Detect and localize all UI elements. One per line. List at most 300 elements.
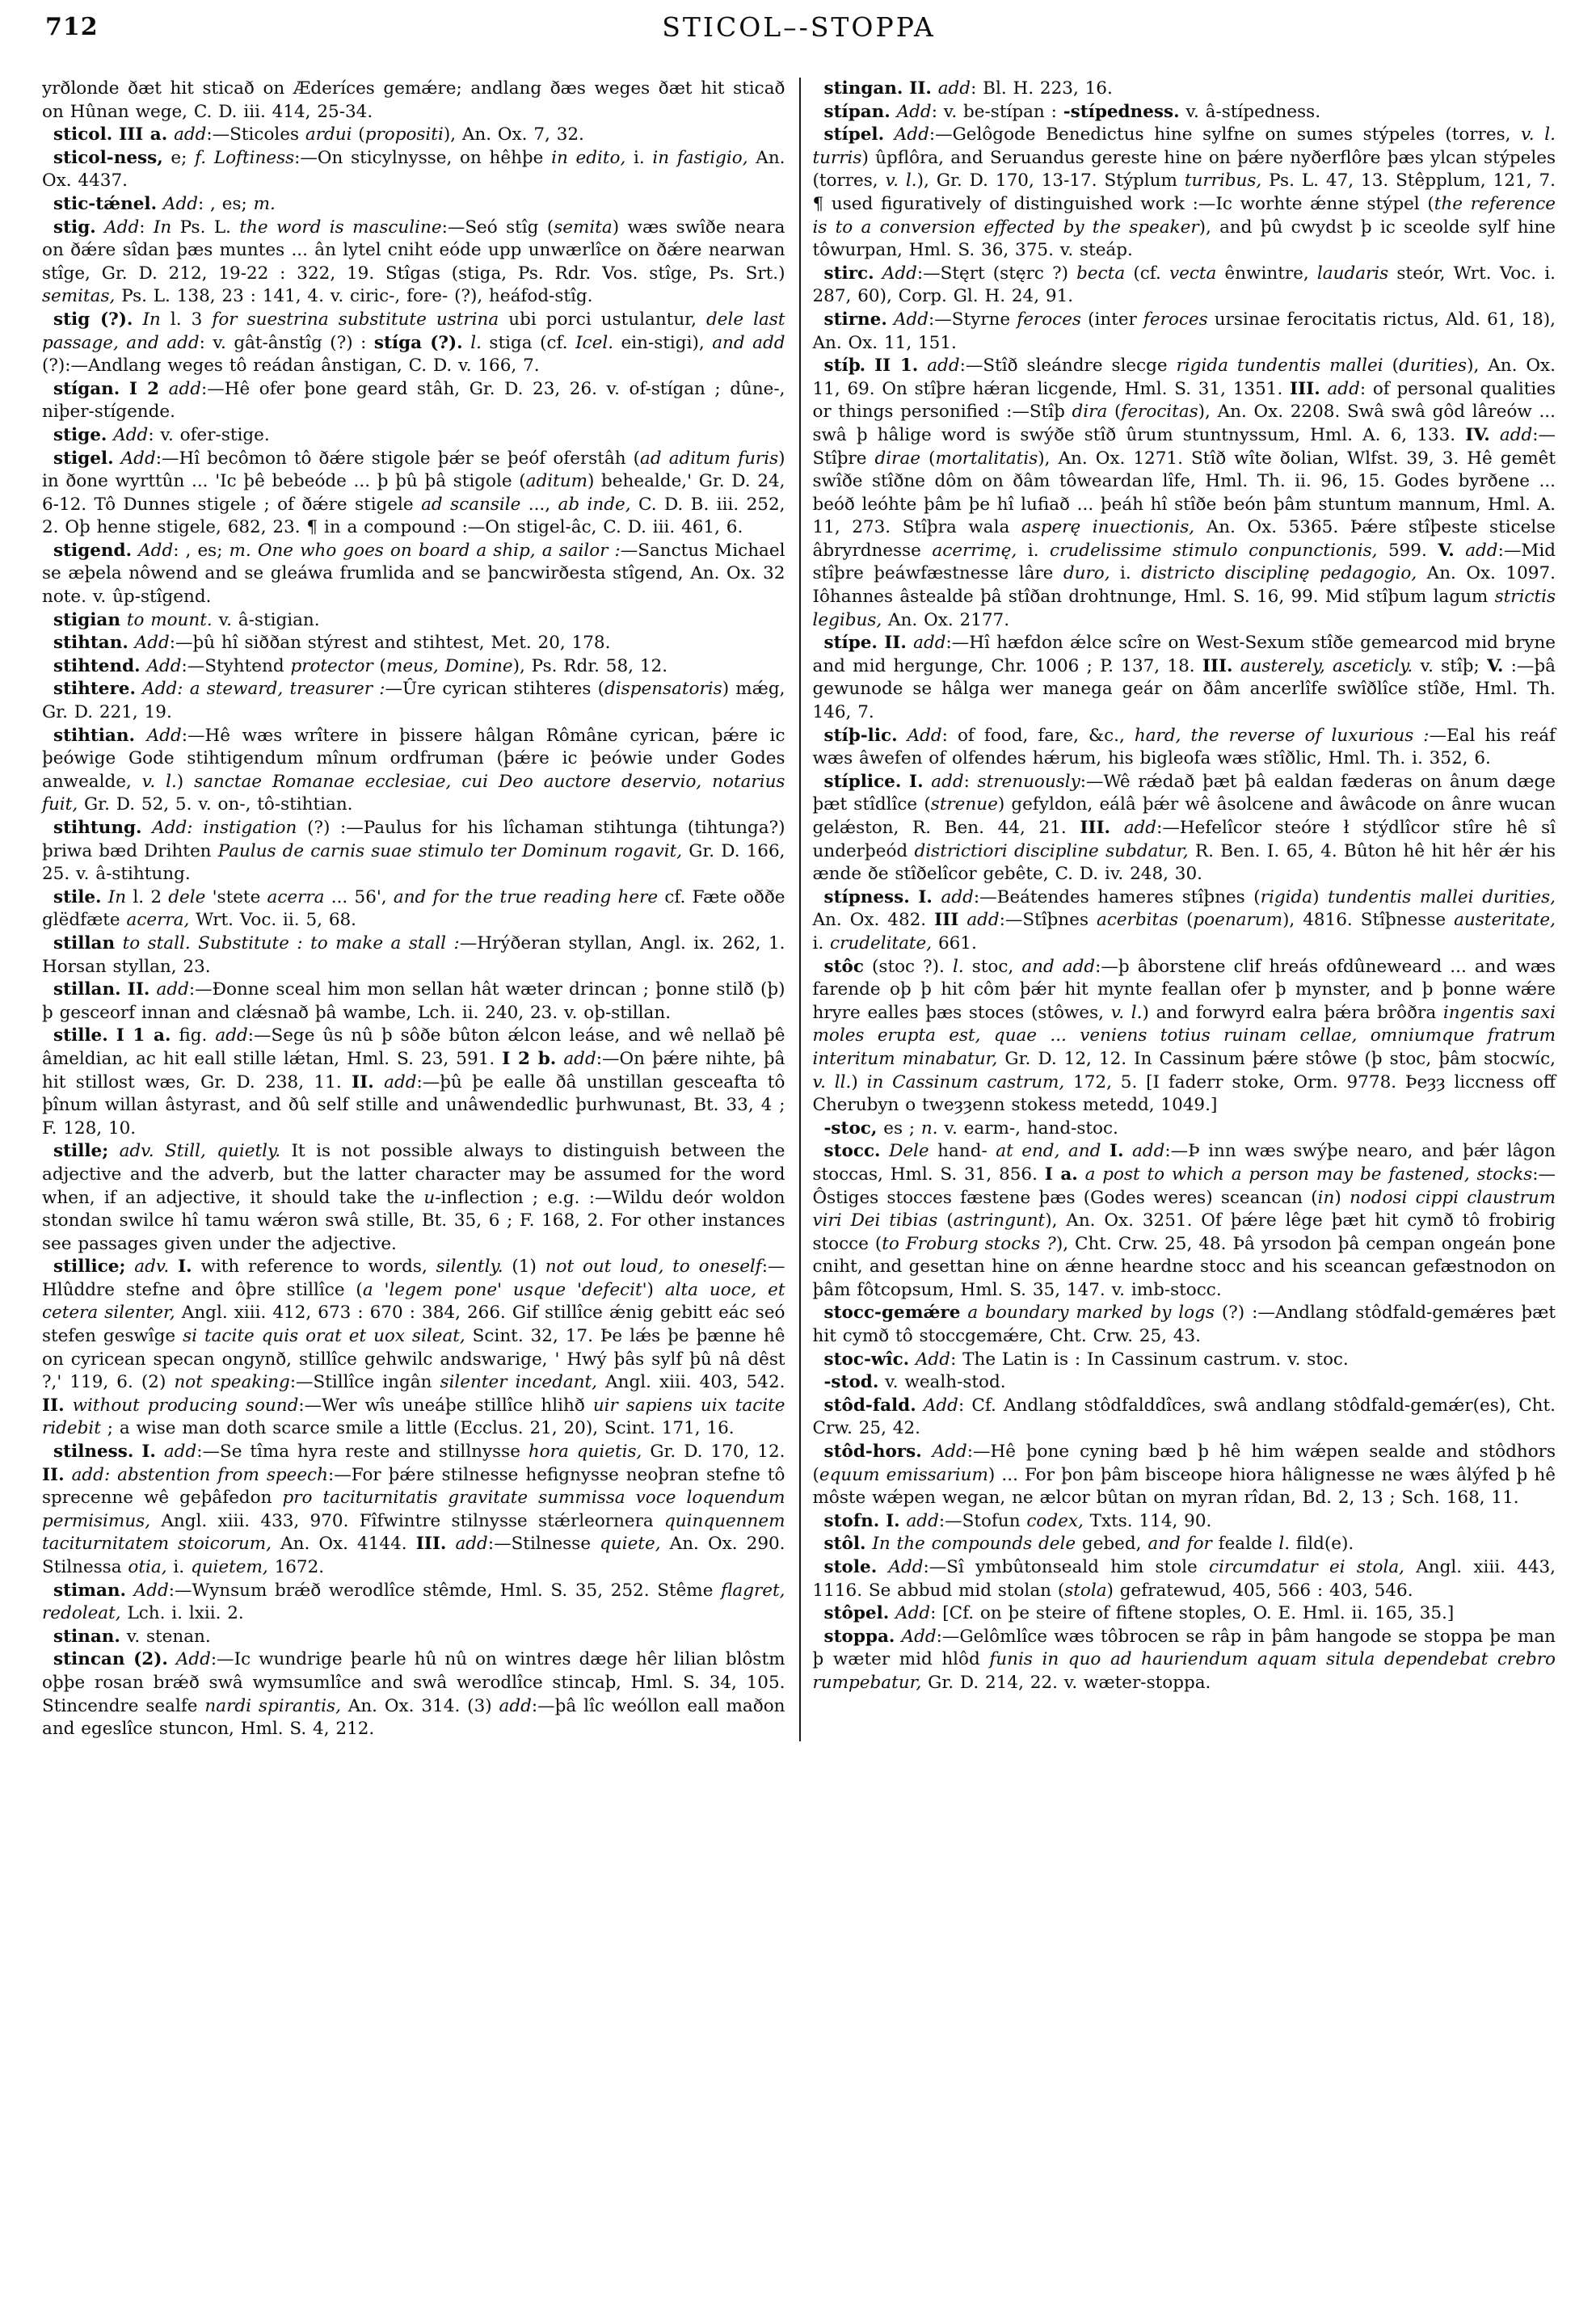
headword-or-section: stingan.	[823, 78, 903, 99]
text-segment	[112, 124, 119, 145]
text-segment: ) gefyldon, eálâ þǽr wê âsolcene and âwâcode on ânre wucan gelǽston, R. Ben. 44, 21.	[812, 794, 1556, 838]
text-segment: :—On sticylnysse, on hêhþe	[294, 147, 552, 168]
text-segment	[191, 933, 198, 953]
italic-segment: hora quietis,	[528, 1442, 642, 1463]
dictionary-entry	[42, 632, 785, 655]
text-segment: :	[963, 771, 978, 792]
italic-segment: at end, and	[996, 1141, 1101, 1162]
dictionary-entry	[42, 448, 785, 540]
italic-segment: add	[215, 1025, 248, 1046]
italic-segment: a post to which a person may be fastened, stocks	[1084, 1164, 1533, 1185]
headword-or-section: I.	[909, 771, 924, 792]
dictionary-entry	[813, 1302, 1556, 1348]
italic-segment: dele last passage, and add	[42, 309, 785, 353]
italic-segment: n.	[920, 1118, 938, 1139]
italic-segment: Substitute : to make a stall :	[198, 932, 460, 953]
text-segment: :—Stîþnes	[999, 910, 1097, 931]
headword-or-section: stihtung.	[53, 818, 142, 838]
italic-segment: the reference is to a conversion effected by the speaker	[812, 193, 1556, 238]
text-segment: :—Wer wîs uneáþe stillîce hlihð	[298, 1395, 593, 1416]
italic-segment: acerra	[267, 886, 325, 907]
italic-segment: dira	[1072, 402, 1108, 423]
dictionary-entry	[42, 1441, 785, 1580]
text-segment: :—Ic wundrige þearle hû nû on wintres dæge hêr lilian blôstm oþþe rosan brǽð swâ wymsumlîce and swâ werodlîce stincaþ, Hml. S. 34, 105. Stincendre sealfe	[42, 1649, 785, 1716]
italic-segment: semitas,	[42, 286, 116, 307]
italic-segment: quiete,	[600, 1534, 661, 1555]
italic-segment: v. l.	[885, 170, 917, 192]
italic-segment: m.	[229, 540, 251, 561]
headword-or-section: stocc-gemǽre	[823, 1303, 961, 1324]
headword-or-section: III.	[1290, 378, 1320, 399]
italic-segment: crudelitate,	[830, 932, 933, 953]
italic-segment: nardi spirantis,	[204, 1695, 341, 1716]
text-segment: Ps. L. 138, 23 : 141, 4. v. ciric-, fore- (?), heáfod-stîg.	[115, 286, 593, 307]
text-segment: Angl. xiii. 443, 1116. Se abbud mid stolan (	[812, 1557, 1556, 1601]
italic-segment: a 'legem pone' usque 'defecit'	[362, 1279, 647, 1300]
italic-segment: f.	[195, 147, 207, 168]
headword-or-section: V.	[1438, 540, 1455, 561]
text-segment: :—Hê þone cyning bæd þ hê him wǽpen sealde and stôdhors (	[812, 1442, 1556, 1485]
dictionary-entry	[813, 1441, 1556, 1510]
headword-or-section: II.	[884, 633, 907, 654]
italic-segment: Add	[134, 633, 170, 654]
text-segment	[879, 1511, 886, 1531]
dictionary-entry	[42, 1648, 785, 1741]
text-segment: l. 2	[126, 886, 169, 907]
text-segment	[120, 379, 129, 399]
text-columns	[42, 78, 1556, 1741]
text-segment	[918, 356, 927, 376]
text-segment: :—Stofun	[938, 1510, 1027, 1531]
text-segment	[120, 610, 127, 630]
dictionary-entry	[42, 678, 785, 724]
italic-segment: ingentis saxi moles erupta est, quae ... veniens totius ruinam cellae, omniumque fratrum interitum minabatur,	[812, 1002, 1556, 1069]
text-segment: stoc,	[963, 956, 1022, 977]
dictionary-entry	[42, 1256, 785, 1441]
italic-segment: add	[1123, 818, 1157, 838]
text-segment	[169, 1257, 178, 1277]
italic-segment: rigida	[1260, 886, 1313, 907]
italic-segment: add	[174, 124, 207, 145]
dictionary-entry	[42, 124, 785, 147]
text-segment: cf. Fæte oððe glëdfæte	[42, 886, 785, 931]
headword-or-section: II.	[42, 1395, 65, 1416]
text-segment: Gr. D. 12, 12. In Cassinum þǽre stôwe (þ stoc, þâm stocwíc,	[997, 1048, 1556, 1069]
text-segment: An. Ox. 1097. Iôhannes âstealde þâ stîðan drohtnunge, Hml. S. 16, 99. Mid stîþum lagum	[812, 563, 1556, 608]
text-segment: steór, Wrt. Voc. i. 287, 60), Corp. Gl. H. 24, 91.	[812, 263, 1556, 307]
headword-or-section: stigend.	[53, 540, 133, 561]
italic-segment: m.	[253, 193, 276, 214]
headword-or-section: stôd-hors.	[823, 1442, 922, 1463]
text-segment: :—þ âborstene clif hreás ofdûneweard ... and wæs farende oþ þ hit côm þǽr hit mynte feallan ofer þ mynster, and þ þonne wǽre hryre ealles þæs stoces (stôwes,	[812, 956, 1556, 1023]
page-header	[42, 11, 1556, 57]
text-segment: :—For þǽre stilnesse hefignysse neoþran stefne tô sprecenne wê geþâfedon	[42, 1464, 785, 1509]
column-divider	[799, 78, 801, 1741]
italic-segment: poenarum	[1193, 910, 1282, 931]
text-segment: :—Seó stîg (	[441, 217, 554, 238]
text-segment: v. â-stípedness.	[1179, 101, 1321, 122]
headword-or-section: stig (?).	[53, 309, 133, 330]
text-segment: (	[1178, 910, 1194, 931]
italic-segment: and for	[1148, 1534, 1212, 1555]
text-segment: ) mǽg, Gr. D. 221, 19.	[42, 679, 785, 723]
text-segment	[251, 541, 258, 561]
headword-or-section: stillice;	[53, 1257, 126, 1278]
italic-segment: Add	[113, 424, 149, 445]
headword-or-section: II.	[352, 1071, 374, 1092]
text-segment	[135, 726, 147, 746]
text-segment: :—þû hî siððan stýrest and stihtest, Met. 20, 178.	[169, 633, 611, 654]
headword-or-section: stôc	[823, 956, 864, 977]
dictionary-entry	[813, 309, 1556, 355]
italic-segment: flagret, redoleat,	[42, 1580, 785, 1624]
text-segment: ), 4816. Stîþnesse	[1282, 910, 1455, 931]
headword-or-section: sticol-ness,	[53, 147, 163, 168]
text-segment: ein-stigi),	[613, 332, 713, 353]
text-segment: i.	[625, 147, 653, 168]
italic-segment: add	[937, 78, 971, 99]
italic-segment: acerbitas	[1097, 910, 1179, 931]
italic-segment: add	[499, 1695, 532, 1716]
italic-segment: ardui	[305, 124, 352, 145]
headword-or-section: stille.	[53, 1025, 108, 1046]
text-segment: ênwintre,	[1216, 263, 1317, 284]
italic-segment: becta	[1076, 263, 1126, 284]
italic-segment: Add	[894, 124, 929, 145]
dictionary-entry	[813, 1626, 1556, 1695]
text-segment	[901, 772, 909, 792]
dictionary-entry	[813, 78, 1556, 101]
headword-or-section: stillan.	[53, 979, 121, 1000]
text-segment: :—þâ gewunode se hâlga wer manega geár on ðâm ancerlîfe swîðlîce stîðe, Hml. Th. 146, 7.	[812, 655, 1556, 723]
text-segment	[446, 1534, 455, 1554]
text-segment: :—Hî hæfdon ǽlce scîre on West-Sexum stîðe gemearcod mid bryne and mid hergunge, Chr. 1006 ; P. 137, 18.	[812, 633, 1556, 676]
headword-or-section: stípness.	[823, 886, 910, 907]
text-segment: C. D. B. iii. 252, 2. Oþ henne stigele, 682, 23. ¶ in a compound :—On stigel-âc, C. D. iii. 461, 6.	[42, 494, 785, 538]
text-segment: :—Gelômlîce wæs tôbrocen se râp in þâm hangode se stoppa þe man þ wæter mid hlôd	[812, 1626, 1556, 1670]
text-segment: : , es;	[173, 540, 230, 561]
headword-or-section: stígan.	[53, 378, 120, 399]
text-segment: 'stete	[205, 886, 267, 907]
text-segment	[556, 1049, 563, 1069]
dictionary-entry	[42, 1025, 785, 1140]
headword-or-section: II.	[127, 979, 150, 1000]
headword-or-section: -stípedness.	[1063, 101, 1180, 122]
headword-or-section: -stod.	[823, 1372, 879, 1393]
text-segment	[1078, 1164, 1085, 1185]
column-left	[42, 78, 785, 1741]
italic-segment: Add: a steward, treasurer :	[142, 679, 385, 700]
text-segment: ), An. Ox. 2208. Swâ swâ gôd lâreów ... swâ þ hâlige word is swýðe stîð ûrum stuntnyssum, Hml. A. 6, 133.	[812, 402, 1556, 445]
text-segment	[108, 1141, 119, 1161]
italic-segment: Add	[133, 1580, 169, 1601]
headword-or-section: stôpel.	[823, 1603, 890, 1624]
dictionary-entry	[813, 1118, 1556, 1141]
text-segment: : [Cf. on þe steire of fiftene stoples, O. E. Hml. ii. 165, 35.]	[930, 1603, 1455, 1624]
italic-segment: semita	[554, 217, 613, 238]
text-segment: (	[920, 448, 936, 469]
italic-segment: not speaking	[174, 1372, 290, 1393]
italic-segment: l.	[952, 956, 964, 977]
text-segment: :—Gelôgode Benedictus hine sylfne on sumes stýpeles (torres,	[929, 124, 1522, 145]
headword-or-section: III.	[415, 1534, 447, 1555]
text-segment	[874, 263, 882, 284]
text-segment: Angl. xiii. 412, 673 : 670 : 384, 266. Gif stillîce ǽnig gebitt eác seó stefen geswîge	[42, 1303, 785, 1347]
italic-segment: add	[163, 1442, 197, 1463]
italic-segment: duro,	[1063, 563, 1110, 584]
text-segment: fig.	[171, 1025, 216, 1046]
text-segment	[933, 887, 941, 907]
text-segment: ...,	[520, 494, 558, 515]
italic-segment: add	[1327, 378, 1360, 399]
text-segment: : Cf. Andlang stôdfalddîces, swâ andlang stôdfald-gemǽr(es), Cht. Crw. 25, 42.	[812, 1395, 1556, 1439]
dictionary-entry	[42, 979, 785, 1025]
text-segment	[865, 356, 874, 376]
italic-segment: One who goes on board a ship, a sailor :	[257, 540, 621, 561]
text-segment: :—Mid stîþre þeáwfæstnesse lâre	[812, 540, 1556, 584]
text-segment: ) ... For þon þâm bisceope hiora hâlignesse ne wæs âlýfed þ hê môste wǽpen wegan, ne ælcor bûtan on myran rîdan, Bd. 2, 13 ; Sch. 168, 11.	[812, 1464, 1556, 1509]
text-segment: gebed,	[1076, 1534, 1148, 1555]
italic-segment: not out loud, to oneself	[545, 1257, 762, 1278]
italic-segment: nodosi cippi claustrum viri Dei tibias	[812, 1187, 1556, 1231]
italic-segment: and add	[712, 332, 785, 353]
dictionary-entry	[42, 655, 785, 679]
text-segment	[114, 448, 121, 469]
text-segment: (stoc ?).	[863, 956, 953, 977]
text-segment: ), and þû cwydst þ ic sceolde sylf hine tôwurpan, Hml. S. 36, 375. v. steáp.	[812, 217, 1556, 261]
italic-segment: turribus,	[1184, 170, 1262, 192]
text-segment: : of personal qualities or things personified :—Stîþ	[812, 378, 1556, 423]
text-segment: )	[176, 771, 195, 792]
text-segment: (?) :—Paulus for his lîchaman stihtunga (tihtunga?) þriwa bæd Drihten	[42, 818, 785, 861]
text-segment: (cf.	[1125, 263, 1169, 284]
italic-segment: acerra,	[126, 910, 190, 931]
text-segment: R. Ben. I. 65, 4. Bûton hê hit hêr ǽr his ænde ðe stîðelîcor gebête, C. D. iv. 248, 30.	[812, 840, 1556, 885]
text-segment: ), Gr. D. 170, 13-17. Stýplum	[916, 170, 1185, 192]
text-segment: : Bl. H. 223, 16.	[971, 78, 1113, 99]
dictionary-entry	[42, 609, 785, 633]
text-segment: (?):—Andlang weges tô reádan ânstigan, C. D. v. 166, 7.	[42, 356, 540, 377]
italic-segment: add	[913, 633, 946, 654]
italic-segment: laudaris	[1316, 263, 1389, 284]
dictionary-entry	[42, 540, 785, 609]
headword-or-section: stincan (2).	[53, 1649, 168, 1670]
headword-or-section: I.	[918, 886, 933, 907]
text-segment: Ps. L. 47, 13. Stêpplum, 121, 7. ¶ used figuratively of distinguished work :—Ic worhte ǽnne stýpel (	[812, 170, 1556, 214]
headword-or-section: III	[934, 910, 959, 931]
italic-segment: for suestrina substitute ustrina	[212, 309, 499, 330]
headword-or-section: I.	[1109, 1141, 1124, 1162]
text-segment: :—Stîþre	[812, 424, 1556, 469]
text-segment: : v. be-stípan :	[931, 101, 1063, 122]
text-segment: :—Hlûddre stefne and ôþre stillîce (	[42, 1257, 785, 1300]
italic-segment: Icel.	[575, 332, 614, 353]
italic-segment: equum emissarium	[819, 1464, 988, 1485]
headword-or-section: stíþ.	[823, 356, 866, 377]
headword-or-section: stille;	[53, 1141, 109, 1162]
text-segment: :—Wê rǽdað þæt þâ ealdan fæderas on ânum dæge þæt stîdlîce (	[812, 771, 1556, 815]
text-segment: —Hrýðeran styllan, Angl. ix. 262, 1. Horsan styllan, 23.	[42, 932, 785, 977]
text-segment	[133, 309, 142, 330]
text-segment: ), Ps. Rdr. 58, 12.	[512, 655, 668, 676]
headword-or-section: stoppa.	[823, 1626, 895, 1647]
text-segment: )	[1312, 886, 1329, 907]
dictionary-entry	[813, 1533, 1556, 1556]
text-segment	[156, 1442, 164, 1462]
headword-or-section: I 1 a.	[116, 1025, 171, 1046]
text-segment: An. Ox. 482.	[812, 910, 935, 931]
text-segment: :—Ðonne sceal him mon sellan hât wæter drincan ; þonne stilð (þ) þ gesceorf innan and clǽsnað þâ wambe, Lch. ii. 240, 23. v. oþ-stillan.	[42, 979, 785, 1023]
dictionary-entry	[813, 1602, 1556, 1626]
italic-segment: Paulus de carnis suae stimulo ter Dominum rogavit,	[217, 840, 683, 861]
italic-segment: Add	[916, 1349, 951, 1370]
italic-segment: add	[1465, 540, 1498, 561]
text-segment	[889, 1603, 895, 1623]
text-segment: (1)	[503, 1257, 545, 1278]
text-segment	[128, 633, 135, 653]
italic-segment: add	[384, 1071, 417, 1092]
italic-segment: in edito,	[551, 147, 626, 168]
dictionary-entry	[813, 124, 1556, 263]
text-segment	[149, 979, 156, 1000]
text-segment	[1455, 541, 1465, 561]
headword-or-section: sticol.	[53, 124, 113, 145]
italic-segment: v. l. turris	[812, 124, 1556, 168]
text-segment: : v. gât-ânstîg (?) :	[199, 332, 374, 353]
text-segment: ) wæs swîðe neara on ðǽre sîdan þæs muntes ... ân lytel cniht eóde upp unwærlîce on ðǽre nearwan stîge, Gr. D. 212, 19-22 : 322, 19. Stîgas (stiga, Ps. Rdr. Vos. stîge, Ps. Srt.)	[42, 217, 785, 284]
text-segment	[958, 910, 966, 930]
italic-segment: and add	[1021, 956, 1096, 977]
text-segment	[374, 1072, 384, 1092]
italic-segment: Add	[104, 217, 140, 238]
text-segment: :—Sticoles	[206, 124, 305, 145]
text-segment: :—Hê ofer þone geard stâh, Gr. D. 23, 26. v. of-stígan ; dûne-, niþer-stígende.	[42, 378, 785, 423]
text-segment	[878, 633, 884, 653]
text-segment	[909, 1349, 916, 1370]
text-segment	[924, 772, 932, 792]
italic-segment: Add	[138, 540, 174, 561]
text-segment: ) and forwyrd ealra þǽra brôðra	[1142, 1002, 1443, 1023]
text-segment: ubi porci ustulantur,	[499, 309, 706, 330]
text-segment: (	[352, 124, 365, 145]
text-segment: Ps. L.	[171, 217, 240, 238]
text-segment	[167, 124, 174, 145]
text-segment: i.	[166, 1557, 191, 1577]
text-segment: 661.	[932, 932, 977, 953]
headword-or-section: stihtian.	[53, 725, 135, 746]
dictionary-entry	[813, 1140, 1556, 1302]
text-segment: :—Ôstiges stocces fæstene þæs (Godes weres) sceancan (	[812, 1164, 1556, 1208]
text-segment: Gr. D. 52, 5. v. on-, tô-stihtian.	[78, 794, 353, 815]
text-segment	[142, 818, 153, 838]
headword-or-section: stigel.	[53, 448, 114, 469]
text-segment: Lch. i. lxii. 2.	[120, 1603, 244, 1624]
headword-or-section: stihtere.	[53, 679, 136, 700]
headword-or-section: I 2 b.	[502, 1048, 557, 1069]
text-segment: Angl. xiii. 403, 542.	[597, 1372, 785, 1393]
headword-or-section: V.	[1486, 655, 1504, 676]
text-segment: An. Ox. 290. Stilnessa	[42, 1534, 785, 1577]
italic-segment: Add	[896, 101, 932, 122]
italic-segment: sanctae Romanae ecclesiae, cui Deo auctore deservio, notarius fuit,	[42, 771, 785, 815]
headword-or-section: I.	[178, 1257, 192, 1278]
text-segment: :—Sî ymbûtonseald him stole	[923, 1557, 1209, 1577]
text-segment	[916, 1395, 924, 1416]
text-segment	[884, 124, 895, 145]
headword-or-section: stípel.	[823, 124, 885, 145]
text-segment: fealde	[1211, 1534, 1279, 1555]
text-segment	[891, 102, 897, 122]
text-segment: : v. ofer-stige.	[148, 424, 270, 445]
headword-or-section: IV.	[1465, 424, 1490, 445]
headword-or-section: stihtan.	[53, 633, 128, 654]
text-segment: ), An. Ox. 11, 69. On stîþre hǽran licgende, Hml. S. 31, 1351.	[812, 356, 1556, 399]
text-segment	[125, 1257, 134, 1277]
italic-segment: ad aditum furis	[640, 448, 779, 469]
text-segment	[154, 1141, 165, 1161]
text-segment	[1233, 656, 1240, 676]
italic-segment: pro taciturnitatis gravitate summissa voce loquendum permisimus,	[42, 1488, 785, 1531]
text-segment: It is not possible always to distinguish between the adjective and the adverb, but the latter character may be assumed for the word when, if an adjective, it should take the	[42, 1141, 785, 1208]
text-segment: :—Hî becômon tô ðǽre stigole þǽr se þeóf oferstâh (	[155, 448, 641, 469]
italic-segment: feroces	[1143, 309, 1208, 330]
text-segment: :—On þǽre nihte, þâ hit stillost wæs, Gr. D. 238, 11.	[42, 1048, 785, 1092]
text-segment	[132, 541, 138, 561]
text-segment: : of food, fare, &c.,	[941, 725, 1135, 746]
text-segment: )	[646, 1279, 665, 1300]
italic-segment: Add	[175, 1649, 211, 1670]
italic-segment: districtiori discipline subdatur,	[914, 840, 1189, 861]
headword-or-section: stinan.	[53, 1626, 120, 1647]
italic-segment: v. l.	[141, 771, 177, 792]
text-segment	[65, 1465, 72, 1485]
italic-segment: In	[153, 217, 172, 238]
italic-segment: districto disciplinę pedagogio,	[1141, 563, 1417, 584]
italic-segment: Add	[146, 725, 182, 746]
italic-segment: austerely, asceticly.	[1240, 655, 1413, 676]
italic-segment: acerrimę,	[932, 540, 1017, 561]
column-right	[813, 78, 1556, 1741]
italic-segment: add	[1499, 424, 1533, 445]
headword-or-section: III.	[1202, 655, 1233, 676]
text-segment	[133, 1442, 141, 1462]
italic-segment: mortalitatis	[935, 448, 1038, 469]
text-segment	[895, 1627, 901, 1647]
text-segment: ) gefratewud, 405, 566 : 403, 546.	[1106, 1580, 1413, 1601]
text-segment: e;	[162, 147, 196, 168]
headword-or-section: III.	[1080, 818, 1111, 838]
text-segment: stiga (cf.	[481, 332, 576, 353]
headword-or-section: stic-tǽnel.	[53, 193, 158, 214]
text-segment: )	[1334, 1187, 1350, 1208]
headword-or-section: II.	[42, 1464, 65, 1485]
text-segment: —Ûre cyrican stihteres (	[385, 679, 605, 700]
headword-or-section: stilness.	[53, 1442, 134, 1463]
dictionary-entry	[813, 725, 1556, 771]
italic-segment: Still, quietly.	[165, 1141, 281, 1162]
italic-segment: Add: instigation	[152, 818, 297, 838]
headword-or-section: I 2	[128, 378, 160, 399]
text-segment	[932, 78, 938, 99]
italic-segment: feroces	[1017, 309, 1081, 330]
italic-segment: add	[563, 1048, 596, 1069]
headword-or-section: I.	[141, 1442, 156, 1463]
text-segment: 172, 5. [I faderr stoke, Orm. 9778. Þeȝȝ liccness off Cherubyn o tweȝȝenn stokess metedd, 1049.]	[812, 1071, 1556, 1116]
italic-segment: In	[107, 886, 127, 907]
headword-or-section: stirne.	[823, 309, 887, 330]
text-segment: ... 56',	[324, 886, 394, 907]
text-segment: i.	[1110, 563, 1142, 584]
